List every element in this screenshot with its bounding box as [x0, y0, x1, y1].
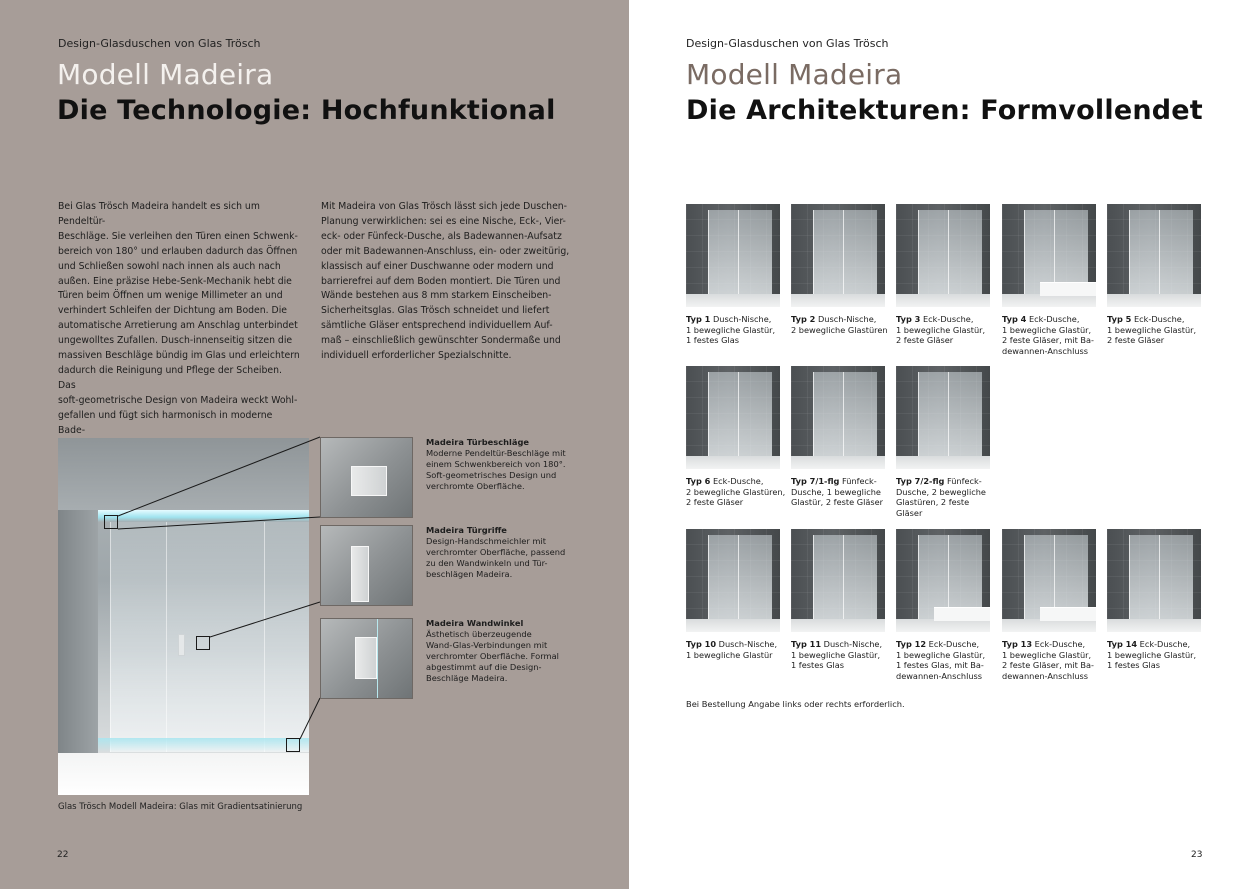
- body-line: Beschläge. Sie verleihen den Türen einen Schwenk-: [58, 230, 298, 242]
- type-desc-line: Dusch-Nische,: [716, 639, 778, 649]
- type-desc-line: Eck-Dusche,: [926, 639, 980, 649]
- right-model-title: Modell Madeira: [686, 58, 903, 91]
- type-name: Typ 7/2-flg: [896, 476, 945, 486]
- shower-type-thumbnail: [791, 204, 885, 307]
- type-desc-line: Dusch-Nische,: [821, 639, 883, 649]
- right-page: [629, 0, 1257, 889]
- detail-line: beschlägen Madeira.: [426, 569, 513, 579]
- shower-type-label: [686, 639, 786, 660]
- type-name: Typ 7/1-flg: [791, 476, 840, 486]
- detail-title: Madeira Türgriffe: [426, 525, 507, 535]
- type-desc-line: 1 festes Glas: [1107, 660, 1161, 671]
- body-line: Bei Glas Trösch Madeira handelt es sich um Pendeltür-: [58, 201, 260, 227]
- type-desc-line: Fünfeck-: [944, 476, 982, 486]
- shower-type-thumbnail: [1002, 529, 1096, 632]
- type-desc-line: 1 festes Glas, mit Ba-: [896, 660, 984, 671]
- body-line: außen. Eine präzise Hebe-Senk-Mechanik hebt die: [58, 275, 292, 287]
- type-desc-line: Glastüren, 2 feste: [896, 497, 970, 508]
- order-note: Bei Bestellung Angabe links oder rechts erforderlich.: [686, 699, 905, 709]
- type-desc-line: Eck-Dusche,: [920, 314, 974, 324]
- type-desc-line: 2 feste Gläser: [686, 497, 744, 508]
- body-line: und Schließen sowohl nach innen als auch nach: [58, 260, 281, 272]
- detail-image-wall-brackets: [320, 618, 413, 699]
- body-line: bereich von 180° und erlauben dadurch das Öffnen: [58, 245, 298, 257]
- detail-text-door-fittings: [426, 437, 571, 492]
- body-line: eck- oder Fünfeck-Dusche, als Badewannen-Aufsatz: [321, 230, 562, 242]
- detail-line: verchromter Oberfläche. Formal: [426, 651, 559, 661]
- detail-line: zu den Wandwinkeln und Tür-: [426, 558, 548, 568]
- body-line: klassisch auf einer Duschwanne oder modern und: [321, 260, 554, 272]
- hero-caption: Glas Trösch Modell Madeira: Glas mit Gradientsatinierung: [58, 802, 303, 812]
- type-desc-line: Fünfeck-: [839, 476, 877, 486]
- page-number-left: 22: [57, 850, 69, 860]
- body-line: Mit Madeira von Glas Trösch lässt sich jede Duschen-: [321, 201, 568, 212]
- type-desc-line: Eck-Dusche,: [1032, 639, 1086, 649]
- detail-line: einem Schwenkbereich von 180°.: [426, 459, 566, 469]
- type-name: Typ 12: [896, 639, 927, 649]
- body-line: individuell erforderlicher Spezialschnitte.: [321, 350, 512, 362]
- type-desc-line: 1 bewegliche Glastür,: [1107, 649, 1197, 660]
- detail-line: Wand-Glas-Verbindungen mit: [426, 640, 548, 650]
- shower-type-thumbnail: [686, 529, 780, 632]
- type-name: Typ 5: [1107, 314, 1132, 324]
- body-line: oder mit Badewannen-Anschluss, ein- oder zweitürig,: [321, 245, 570, 257]
- body-line: Planung verwirklichen: sei es eine Nische, Eck-, Vier-: [321, 215, 566, 227]
- type-desc-line: Eck-Dusche,: [1026, 314, 1080, 324]
- shower-type-label: [1107, 314, 1207, 346]
- left-kicker: Design-Glasduschen von Glas Trösch: [58, 37, 261, 50]
- detail-line: Design-Handschmeichler mit: [426, 536, 547, 546]
- shower-type-thumbnail: [791, 366, 885, 469]
- detail-line: Moderne Pendeltür-Beschläge mit: [426, 448, 566, 458]
- type-name: Typ 6: [686, 476, 711, 486]
- type-desc-line: dewannen-Anschluss: [1002, 345, 1089, 356]
- detail-line: Soft-geometrisches Design und: [426, 470, 557, 480]
- shower-type-label: [686, 314, 786, 346]
- type-desc-line: 2 feste Gläser: [1107, 335, 1165, 346]
- type-name: Typ 3: [896, 314, 921, 324]
- detail-line: verchromter Oberfläche, passend: [426, 547, 566, 557]
- type-desc-line: 1 festes Glas: [686, 335, 740, 346]
- type-name: Typ 11: [791, 639, 822, 649]
- shower-type-label: [896, 476, 996, 518]
- detail-text-wall-brackets: [426, 618, 571, 684]
- type-desc-line: 1 bewegliche Glastür,: [791, 649, 881, 660]
- shower-type-label: [896, 639, 996, 681]
- shower-type-thumbnail: [1107, 204, 1201, 307]
- type-desc-line: 2 feste Gläser: [896, 335, 954, 346]
- body-line: gefallen und fügt sich harmonisch in moderne Bade-: [58, 409, 273, 436]
- body-line: barrierefrei auf dem Boden montiert. Die Türen und: [321, 275, 561, 287]
- left-model-title: Modell Madeira: [57, 58, 274, 91]
- detail-title: Madeira Türbeschläge: [426, 437, 530, 447]
- page-number-right: 23: [1191, 850, 1203, 860]
- body-line: automatische Arretierung am Anschlag unterbindet: [58, 320, 298, 332]
- detail-line: abgestimmt auf die Design-: [426, 662, 542, 672]
- shower-type-thumbnail: [686, 366, 780, 469]
- shower-type-label: [1002, 314, 1102, 356]
- type-desc-line: Dusch-Nische,: [710, 314, 772, 324]
- type-desc-line: 1 bewegliche Glastür,: [1002, 649, 1092, 660]
- type-name: Typ 14: [1107, 639, 1138, 649]
- type-desc-line: 1 bewegliche Glastür,: [1002, 324, 1092, 335]
- body-line: Wände bestehen aus 8 mm starkem Einscheiben-: [321, 290, 552, 302]
- shower-type-label: [791, 476, 891, 508]
- type-desc-line: Dusche, 1 bewegliche: [791, 486, 881, 497]
- type-name: Typ 10: [686, 639, 717, 649]
- detail-line: verchromte Oberfläche.: [426, 481, 525, 491]
- body-line: Sicherheitsglas. Glas Trösch schneidet und liefert: [321, 305, 550, 317]
- detail-image-door-handles: [320, 525, 413, 606]
- left-headline: Die Technologie: Hochfunktional: [57, 95, 556, 126]
- shower-type-thumbnail: [896, 366, 990, 469]
- type-desc-line: 2 feste Gläser, mit Ba-: [1002, 660, 1095, 671]
- right-headline: Die Architekturen: Formvollendet: [686, 95, 1203, 126]
- shower-type-label: [1002, 639, 1102, 681]
- shower-type-label: [686, 476, 786, 508]
- type-desc-line: 1 bewegliche Glastür: [686, 649, 773, 660]
- body-line: sämtliche Gläser entsprechend individuellem Auf-: [321, 320, 553, 332]
- body-line: maß – einschließlich gewünschter Sondermaße und: [321, 335, 561, 347]
- shower-type-thumbnail: [791, 529, 885, 632]
- shower-type-thumbnail: [896, 204, 990, 307]
- type-desc-line: 2 bewegliche Glastüren,: [686, 486, 786, 497]
- detail-line: Ästhetisch überzeugende: [426, 629, 532, 639]
- detail-title: Madeira Wandwinkel: [426, 618, 524, 628]
- body-line: verhindert Schleifen der Dichtung am Boden. Die: [58, 305, 288, 317]
- body-line: soft-geometrische Design von Madeira weckt Wohl-: [58, 394, 298, 406]
- shower-type-label: [791, 314, 891, 335]
- shower-type-label: [1107, 639, 1207, 671]
- shower-type-thumbnail: [686, 204, 780, 307]
- detail-line: Beschläge Madeira.: [426, 673, 508, 683]
- type-desc-line: Dusch-Nische,: [815, 314, 877, 324]
- type-desc-line: 2 bewegliche Glastüren: [791, 324, 888, 335]
- detail-text-door-handles: [426, 525, 571, 580]
- type-desc-line: 2 feste Gläser, mit Ba-: [1002, 335, 1095, 346]
- type-desc-line: Eck-Dusche,: [1137, 639, 1191, 649]
- type-desc-line: Glastür, 2 feste Gläser: [791, 497, 884, 508]
- type-desc-line: 1 bewegliche Glastür,: [896, 649, 986, 660]
- detail-image-door-fittings: [320, 437, 413, 518]
- type-name: Typ 13: [1002, 639, 1033, 649]
- body-line: ungewolltes Zufallen. Dusch-innenseitig sitzen die: [58, 335, 293, 347]
- type-desc-line: dewannen-Anschluss: [1002, 670, 1089, 681]
- shower-type-thumbnail: [896, 529, 990, 632]
- type-desc-line: 1 bewegliche Glastür,: [1107, 324, 1197, 335]
- body-line: Türen beim Öffnen um wenige Millimeter an und: [58, 290, 283, 302]
- right-kicker: Design-Glasduschen von Glas Trösch: [686, 37, 889, 50]
- type-desc-line: Eck-Dusche,: [1131, 314, 1185, 324]
- type-desc-line: Gläser: [896, 507, 923, 518]
- shower-type-thumbnail: [1002, 204, 1096, 307]
- type-desc-line: Eck-Dusche,: [710, 476, 764, 486]
- type-desc-line: 1 bewegliche Glastür,: [896, 324, 986, 335]
- shower-type-label: [791, 639, 891, 671]
- body-line: dadurch die Reinigung und Pflege der Scheiben. Das: [58, 364, 282, 391]
- type-desc-line: 1 festes Glas: [791, 660, 845, 671]
- shower-type-thumbnail: [1107, 529, 1201, 632]
- type-name: Typ 4: [1002, 314, 1027, 324]
- type-name: Typ 2: [791, 314, 816, 324]
- shower-type-label: [896, 314, 996, 346]
- body-line: massiven Beschläge bündig im Glas und erleichtern: [58, 350, 300, 362]
- type-name: Typ 1: [686, 314, 711, 324]
- type-desc-line: dewannen-Anschluss: [896, 670, 983, 681]
- type-desc-line: Dusche, 2 bewegliche: [896, 486, 986, 497]
- type-desc-line: 1 bewegliche Glastür,: [686, 324, 776, 335]
